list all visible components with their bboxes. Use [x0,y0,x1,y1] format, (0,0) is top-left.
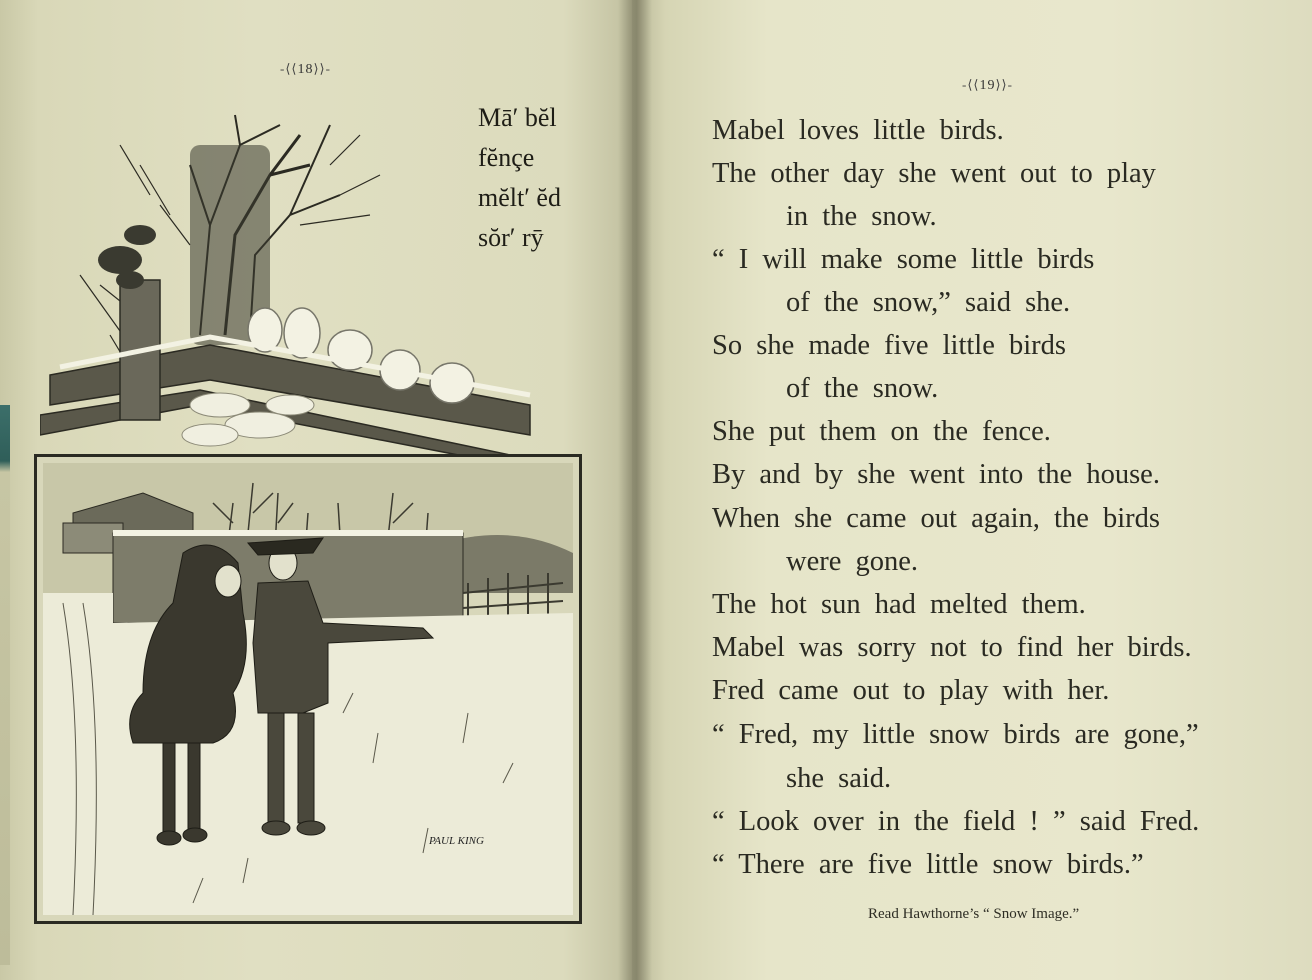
vocabulary-word: mĕlt′ ĕd [478,183,561,212]
vocabulary-word: sŏr′ rȳ [478,223,544,252]
engraving [43,463,573,915]
folio-ornament-icon: -⟨⟨ [280,61,298,76]
left-page [0,0,640,980]
story-line: “ I will make some little birds [712,244,1095,275]
page-edge [0,405,10,965]
folio-ornament-icon: -⟨⟨ [962,77,980,92]
story-line: were gone. [786,546,919,577]
story-line: When she came out again, the birds [712,503,1160,534]
story-line: “ There are five little snow birds.” [712,849,1144,880]
story-line: The other day she went out to play [712,158,1156,189]
story-line: in the snow. [786,201,937,232]
story-line: So she made five little birds [712,330,1066,361]
page-number-left [280,61,331,78]
page-number-text: 19 [979,78,996,93]
story-line: She put them on the fence. [712,416,1051,447]
book-gutter [618,0,652,980]
vocabulary-word: Mā′ bĕl [478,103,557,132]
snow-birds-fence-illustration [40,105,540,470]
artist-signature: PAUL KING [429,835,484,847]
folio-ornament-icon: ⟩⟩- [313,61,331,76]
children-in-snow-illustration [34,454,582,924]
story-line: “ Look over in the field ! ” said Fred. [712,806,1200,837]
footnote: Read Hawthorne’s “ Snow Image.” [868,906,1080,922]
story-line: By and by she went into the house. [712,459,1160,490]
story-line: “ Fred, my little snow birds are gone,” [712,719,1199,750]
page-number-right [962,77,1013,94]
story-line: Fred came out to play with her. [712,675,1110,706]
vocabulary-word: fĕnçe [478,143,535,172]
story-line: The hot sun had melted them. [712,589,1086,620]
folio-ornament-icon: ⟩⟩- [995,77,1013,92]
vocabulary-list [478,98,618,258]
story-line: of the snow,” said she. [786,287,1071,318]
story-line: Mabel was sorry not to find her birds. [712,632,1192,663]
story-line: of the snow. [786,373,939,404]
page-number-text: 18 [297,62,314,77]
story-line: she said. [786,763,892,794]
story-line: Mabel loves little birds. [712,115,1004,146]
